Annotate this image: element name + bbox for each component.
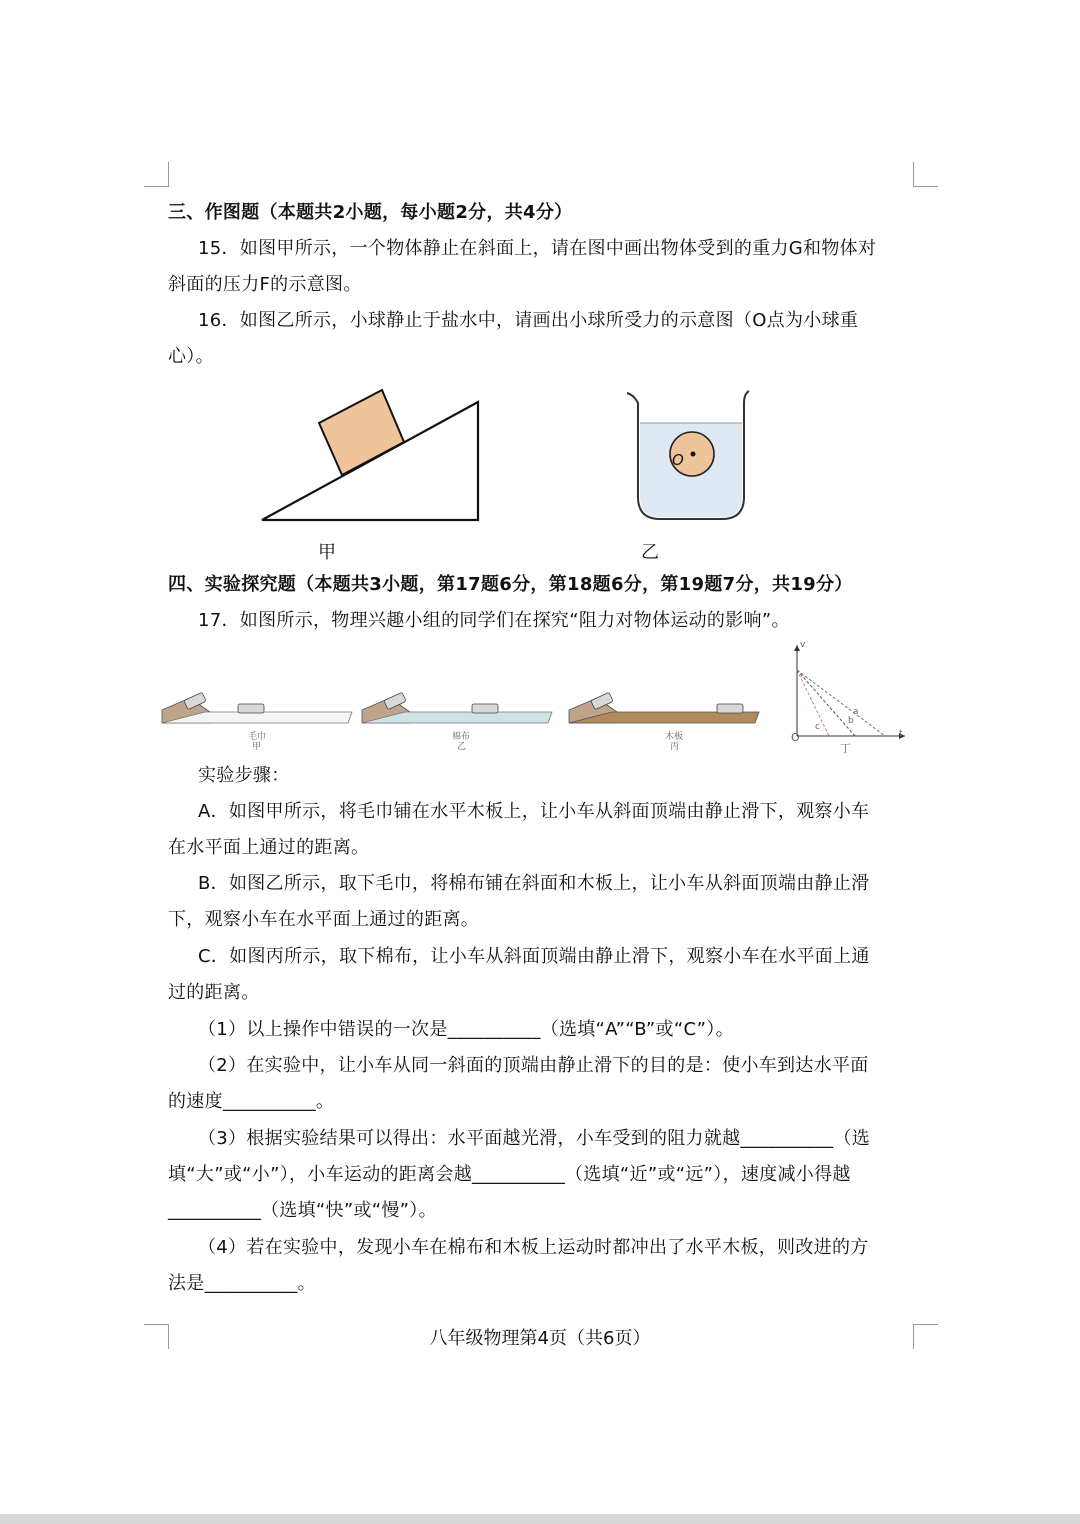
graph-axis-t: t <box>899 729 903 739</box>
ball-center-point <box>691 452 696 457</box>
q16-text-line2: 心）。 <box>168 346 214 367</box>
graph-line-b <box>797 670 855 736</box>
question-3-line1: （3）根据实验结果可以得出：水平面越光滑，小车受到的阻力就越__________（选 <box>198 1128 871 1149</box>
beaker-figure <box>620 385 755 525</box>
question-3-line2: 填“大”或“小”），小车运动的距离会越__________（选填“近”或“远”），速度减小得越 <box>168 1164 851 1185</box>
graph-axis-v: v <box>800 640 806 650</box>
question-2-line1: （2）在实验中，让小车从同一斜面的顶端由静止滑下的目的是：使小车到达水平面 <box>198 1055 869 1076</box>
page-footer: 八年级物理第4页（共6页） <box>429 1328 651 1349</box>
steps-title: 实验步骤： <box>198 765 290 786</box>
incline-figure <box>255 385 485 527</box>
graph-line-b-label: b <box>848 716 854 726</box>
towel-name-label: 毛巾 <box>248 732 267 742</box>
step-c-line2: 过的距离。 <box>168 982 260 1003</box>
graph-line-c <box>797 670 829 736</box>
cotton-name-label: 棉布 <box>452 732 471 742</box>
experiment-cotton-figure <box>360 690 555 730</box>
q17-text-line1: 17．如图所示，物理兴趣小组的同学们在探究“阻力对物体运动的影响”。 <box>198 610 790 631</box>
graph-line-a-label: a <box>853 707 859 717</box>
figure-towel-label: 甲 <box>252 742 262 752</box>
question-3-line3: __________（选填“快”或“慢”）。 <box>168 1200 437 1221</box>
toy-cart <box>472 704 498 713</box>
page-corner-top-right <box>913 162 938 187</box>
section4-heading: 四、实验探究题（本题共3小题，第17题6分，第18题6分，第19题7分，共19分） <box>168 574 853 595</box>
step-c-line1: C．如图丙所示，取下棉布，让小车从斜面顶端由静止滑下，观察小车在水平面上通 <box>198 946 870 967</box>
experiment-board-figure <box>567 690 762 730</box>
velocity-time-graph <box>785 640 910 750</box>
step-a-line1: A．如图甲所示，将毛巾铺在水平木板上，让小车从斜面顶端由静止滑下，观察小车 <box>198 801 870 822</box>
experiment-towel-figure <box>160 690 355 730</box>
board-name-label: 木板 <box>665 732 684 742</box>
question-4-line2: 法是__________。 <box>168 1273 316 1294</box>
step-a-line2: 在水平面上通过的距离。 <box>168 837 370 858</box>
figure-jia-label: 甲 <box>318 542 336 563</box>
section3-heading: 三、作图题（本题共2小题，每小题2分，共4分） <box>168 202 573 223</box>
toy-cart <box>238 704 264 713</box>
ball-point-label: O <box>672 451 684 469</box>
graph-line-c-label: c <box>815 722 820 732</box>
step-b-line1: B．如图乙所示，取下毛巾，将棉布铺在斜面和木板上，让小车从斜面顶端由静止滑 <box>198 873 870 894</box>
graph-line-a <box>797 670 885 736</box>
q16-text-line1: 16．如图乙所示，小球静止于盐水中，请画出小球所受力的示意图（O点为小球重 <box>198 310 859 331</box>
question-2-line2: 的速度__________。 <box>168 1091 335 1112</box>
figure-board-label: 丙 <box>670 742 680 752</box>
question-4-line1: （4）若在实验中，发现小车在棉布和木板上运动时都冲出了水平木板，则改进的方 <box>198 1237 869 1258</box>
q15-text-line1: 15．如图甲所示，一个物体静止在斜面上，请在图中画出物体受到的重力G和物体对 <box>198 238 877 259</box>
bottom-scroll-bar <box>0 1514 1080 1524</box>
toy-cart <box>717 704 743 713</box>
figure-graph-label: 丁 <box>840 742 851 755</box>
page-corner-top-left <box>144 162 169 187</box>
figure-yi-label: 乙 <box>641 542 659 563</box>
graph-origin-label: O <box>791 731 800 744</box>
figure-cotton-label: 乙 <box>457 742 467 752</box>
step-b-line2: 下，观察小车在水平面上通过的距离。 <box>168 909 480 930</box>
question-1: （1）以上操作中错误的一次是__________（选填“A”“B”或“C”）。 <box>198 1019 734 1040</box>
q15-text-line2: 斜面的压力F的示意图。 <box>168 274 362 295</box>
